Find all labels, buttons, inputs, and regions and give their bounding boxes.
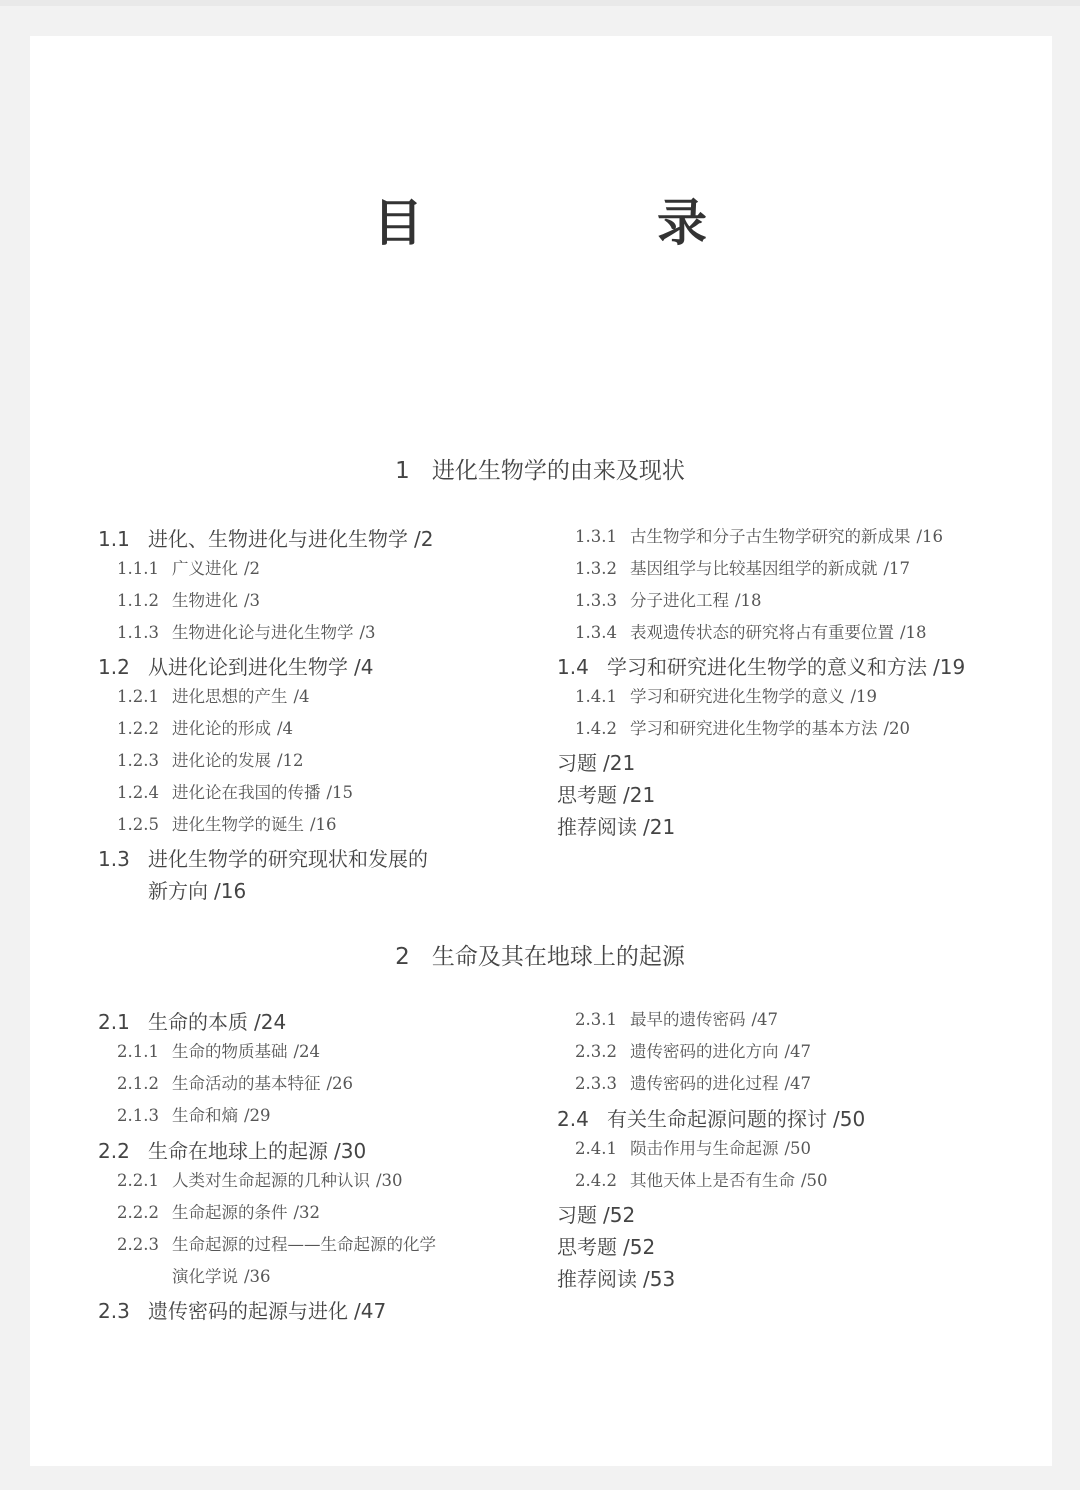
toc-entry [117, 785, 353, 802]
entry-title: 生物进化 [172, 591, 238, 610]
entry-page: /12 [277, 751, 304, 770]
toc-entry [98, 849, 428, 869]
entry-page: /15 [326, 783, 354, 802]
entry-title: 进化生物学的诞生 [172, 815, 304, 834]
entry-number: 1.2.5 [117, 815, 159, 834]
toc-entry [575, 1173, 828, 1190]
entry-page: /2 [244, 559, 261, 578]
toc-entry [98, 1301, 386, 1321]
toc-entry [557, 785, 655, 805]
entry-title: 习题 [557, 1203, 597, 1227]
entry-page: /52 [603, 1203, 636, 1227]
chapter-heading [0, 946, 1080, 969]
entry-number: 2.2.1 [117, 1171, 159, 1190]
entry-page: /4 [293, 687, 310, 706]
entry-page: /21 [643, 815, 676, 839]
entry-title: 表观遗传状态的研究将占有重要位置 [630, 623, 894, 642]
entry-number: 2.1.3 [117, 1106, 159, 1125]
entry-page: /17 [883, 559, 911, 578]
top-strip [0, 0, 1080, 6]
chapter-title: 生命及其在地球上的起源 [431, 944, 685, 970]
toc-entry [557, 1237, 655, 1257]
entry-title: 进化思想的产生 [172, 687, 288, 706]
entry-title: 广义进化 [172, 559, 238, 578]
entry-page: /47 [784, 1074, 812, 1093]
entry-page: /18 [900, 623, 927, 642]
entry-number: 1.4 [557, 655, 589, 679]
toc-entry [575, 529, 943, 546]
toc-entry [117, 1237, 436, 1254]
toc-entry [98, 1012, 286, 1032]
toc-entry [557, 657, 965, 677]
entry-title: 最早的遗传密码 [630, 1010, 746, 1029]
toc-entry [557, 1269, 675, 1289]
entry-title: 生命的物质基础 [172, 1042, 288, 1061]
entry-number: 1.3.4 [575, 623, 617, 642]
entry-number: 1.1.3 [117, 623, 159, 642]
entry-page: /4 [277, 719, 294, 738]
entry-number: 2.3.1 [575, 1010, 617, 1029]
toc-entry [557, 1109, 865, 1129]
entry-title: 进化论的形成 [172, 719, 271, 738]
entry-page: /47 [354, 1299, 387, 1323]
entry-page: /50 [801, 1171, 828, 1190]
entry-number: 2.2.3 [117, 1235, 159, 1254]
entry-title: 思考题 [557, 1235, 617, 1259]
entry-title: 进化、生物进化与进化生物学 [148, 527, 408, 551]
toc-entry [98, 529, 433, 549]
entry-page: /26 [326, 1074, 354, 1093]
entry-title: 其他天体上是否有生命 [630, 1171, 795, 1190]
entry-title: 生命活动的基本特征 [172, 1074, 321, 1093]
entry-page: /21 [603, 751, 636, 775]
entry-page: /53 [643, 1267, 676, 1291]
toc-entry [575, 1076, 811, 1093]
entry-page: /30 [334, 1139, 367, 1163]
entry-number: 1.3.2 [575, 559, 617, 578]
entry-title: 推荐阅读 [557, 1267, 637, 1291]
entry-number: 1.1.2 [117, 591, 159, 610]
entry-title: 习题 [557, 751, 597, 775]
entry-title: 基因组学与比较基因组学的新成就 [630, 559, 878, 578]
entry-title: 生物进化论与进化生物学 [172, 623, 354, 642]
toc-entry [98, 657, 373, 677]
toc-entry [575, 561, 910, 578]
toc-entry [575, 625, 927, 642]
entry-title: 从进化论到进化生物学 [148, 655, 348, 679]
entry-number: 2.4 [557, 1107, 589, 1131]
entry-title: 生命起源的过程——生命起源的化学 [172, 1235, 436, 1254]
toc-entry [575, 1012, 778, 1029]
toc-entry [117, 689, 310, 706]
entry-page: /30 [376, 1171, 403, 1190]
entry-number: 2.1 [98, 1010, 130, 1034]
toc-entry [557, 753, 635, 773]
entry-page: /24 [293, 1042, 321, 1061]
toc-entry [98, 1141, 366, 1161]
toc-entry [148, 881, 246, 901]
entry-number: 1.4.2 [575, 719, 617, 738]
entry-title: 生命和熵 [172, 1106, 238, 1125]
entry-number: 2.2.2 [117, 1203, 159, 1222]
entry-number: 1.3.3 [575, 591, 617, 610]
entry-number: 2.3.3 [575, 1074, 617, 1093]
toc-entry [575, 593, 762, 610]
entry-title: 进化生物学的研究现状和发展的 [148, 847, 428, 871]
entry-page: /47 [751, 1010, 779, 1029]
entry-page: /3 [244, 591, 261, 610]
toc-entry [575, 1044, 811, 1061]
toc-entry [117, 1205, 320, 1222]
toc-entry [575, 689, 877, 706]
entry-title: 进化论在我国的传播 [172, 783, 321, 802]
entry-page: /16 [310, 815, 337, 834]
entry-page: /50 [784, 1139, 812, 1158]
entry-number: 1.3 [98, 847, 130, 871]
entry-title: 新方向 [148, 879, 208, 903]
entry-page: /16 [214, 879, 247, 903]
toc-entry [557, 1205, 635, 1225]
entry-number: 2.1.1 [117, 1042, 159, 1061]
entry-page: /24 [254, 1010, 287, 1034]
entry-number: 2.3.2 [575, 1042, 617, 1061]
toc-entry [117, 1044, 320, 1061]
entry-title: 思考题 [557, 783, 617, 807]
chapter-heading [0, 460, 1080, 483]
entry-title: 有关生命起源问题的探讨 [607, 1107, 827, 1131]
entry-title: 遗传密码的进化过程 [630, 1074, 779, 1093]
entry-title: 古生物学和分子古生物学研究的新成果 [630, 527, 911, 546]
toc-entry [117, 561, 260, 578]
entry-number: 1.2.3 [117, 751, 159, 770]
entry-page: /29 [244, 1106, 271, 1125]
entry-title: 学习和研究进化生物学的意义 [630, 687, 845, 706]
entry-number: 1.2 [98, 655, 130, 679]
entry-number: 1.1.1 [117, 559, 159, 578]
toc-entry [117, 753, 304, 770]
entry-title: 推荐阅读 [557, 815, 637, 839]
entry-page: /50 [833, 1107, 866, 1131]
entry-page: /21 [623, 783, 656, 807]
entry-title: 陨击作用与生命起源 [630, 1139, 779, 1158]
page-title: 目 录 [373, 193, 799, 252]
entry-page: /36 [244, 1267, 271, 1286]
toc-entry [557, 817, 675, 837]
entry-number: 1.4.1 [575, 687, 617, 706]
entry-number: 1.1 [98, 527, 130, 551]
entry-title: 人类对生命起源的几种认识 [172, 1171, 370, 1190]
entry-title: 生命起源的条件 [172, 1203, 288, 1222]
entry-page: /52 [623, 1235, 656, 1259]
entry-number: 2.4.1 [575, 1139, 617, 1158]
toc-entry [117, 1173, 403, 1190]
entry-number: 1.3.1 [575, 527, 617, 546]
toc-entry [575, 1141, 811, 1158]
toc-entry [117, 1108, 271, 1125]
entry-page: /19 [850, 687, 878, 706]
entry-page: /20 [883, 719, 911, 738]
toc-entry [117, 593, 260, 610]
entry-number: 2.2 [98, 1139, 130, 1163]
entry-title: 学习和研究进化生物学的意义和方法 [607, 655, 927, 679]
entry-page: /47 [784, 1042, 812, 1061]
toc-entry [117, 625, 376, 642]
entry-page: /18 [735, 591, 762, 610]
entry-number: 2.3 [98, 1299, 130, 1323]
entry-number: 2.4.2 [575, 1171, 617, 1190]
entry-title: 遗传密码的起源与进化 [148, 1299, 348, 1323]
entry-page: /2 [414, 527, 434, 551]
toc-entry [575, 721, 910, 738]
entry-title: 学习和研究进化生物学的基本方法 [630, 719, 878, 738]
toc-entry [117, 721, 293, 738]
toc-entry [172, 1269, 271, 1286]
entry-page: /32 [293, 1203, 321, 1222]
entry-number: 2.1.2 [117, 1074, 159, 1093]
entry-title: 演化学说 [172, 1267, 238, 1286]
toc-entry [117, 1076, 353, 1093]
entry-page: /4 [354, 655, 374, 679]
entry-number: 1.2.1 [117, 687, 159, 706]
entry-title: 遗传密码的进化方向 [630, 1042, 779, 1061]
entry-title: 生命在地球上的起源 [148, 1139, 328, 1163]
entry-page: /3 [359, 623, 376, 642]
entry-title: 生命的本质 [148, 1010, 248, 1034]
chapter-title: 进化生物学的由来及现状 [431, 458, 685, 484]
entry-page: /19 [933, 655, 966, 679]
entry-title: 进化论的发展 [172, 751, 271, 770]
toc-entry [117, 817, 337, 834]
chapter-number: 2 [395, 944, 410, 970]
chapter-number: 1 [395, 458, 410, 484]
entry-title: 分子进化工程 [630, 591, 729, 610]
entry-number: 1.2.4 [117, 783, 159, 802]
entry-page: /16 [916, 527, 944, 546]
entry-number: 1.2.2 [117, 719, 159, 738]
